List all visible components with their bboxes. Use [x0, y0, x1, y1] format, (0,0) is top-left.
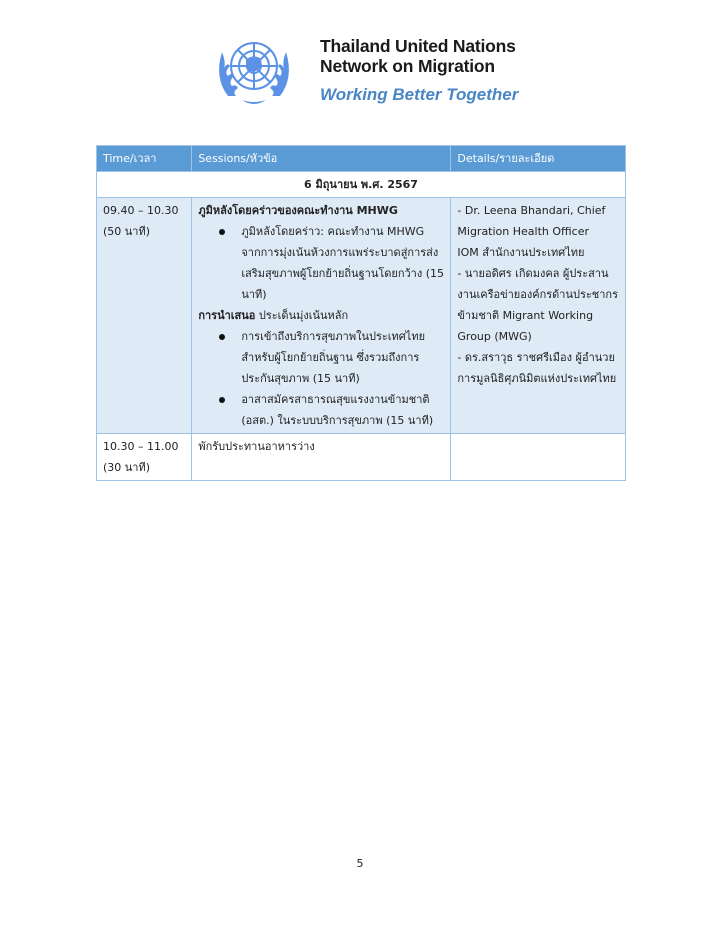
session-title: ภูมิหลังโดยคร่าวของคณะทำงาน MHWG — [198, 204, 398, 217]
session-cell: พักรับประทานอาหารว่าง — [192, 434, 451, 481]
time-range: 10.30 – 11.00 — [103, 440, 179, 453]
session-bullet-list — [198, 326, 444, 431]
document-header — [200, 24, 540, 116]
table-row — [97, 198, 626, 434]
session-subtitle-bold: การนำเสนอ — [198, 309, 256, 322]
tagline: Working Better Together — [320, 85, 519, 104]
details-cell — [451, 434, 626, 481]
session-subtitle — [198, 305, 444, 326]
time-cell — [97, 434, 192, 481]
speaker-line: - Dr. Leena Bhandari, Chief Migration Health Officer — [457, 204, 606, 238]
session-subtitle-rest: ประเด็นมุ่งเน้นหลัก — [255, 309, 349, 322]
agenda-table — [96, 145, 626, 481]
list-item: อาสาสมัครสาธารณสุขแรงงานข้ามชาติ (อสต.) ในระบบบริการสุขภาพ (15 นาที) — [241, 389, 444, 431]
speaker-line: - ดร.สราวุธ ราชศรีเมือง ผู้อำนวยการมูลนิธิศุภนิมิตแห่งประเทศไทย — [457, 351, 617, 385]
list-item: ภูมิหลังโดยคร่าว: คณะทำงาน MHWG จากการมุ่งเน้นห้วงการแพร่ระบาดสู่การส่งเสริมสุขภาพผู้โยกย้ายถิ่นฐานโดยกว้าง (15 นาที) — [241, 221, 444, 305]
speaker-line: IOM สำนักงานประเทศไทย — [457, 246, 585, 259]
page-number: 5 — [356, 857, 364, 870]
details-cell — [451, 198, 626, 434]
date-row — [97, 172, 626, 198]
header-sessions: Sessions/หัวข้อ — [192, 146, 451, 172]
org-name-line-2: Network on Migration — [320, 56, 495, 76]
time-range: 09.40 – 10.30 — [103, 204, 179, 217]
speaker-line: - นายอดิศร เกิดมงคล ผู้ประสานงานเครือข่ายองค์กรด้านประชากรข้ามชาติ Migrant Working Group (MWG) — [457, 267, 618, 343]
header-details: Details/รายละเอียด — [451, 146, 626, 172]
session-date: 6 มิถุนายน พ.ศ. 2567 — [97, 172, 626, 198]
time-cell — [97, 198, 192, 434]
un-emblem-icon — [202, 26, 306, 114]
time-duration: (30 นาที) — [103, 461, 151, 474]
header-time: Time/เวลา — [97, 146, 192, 172]
table-header-row — [97, 146, 626, 172]
list-item: การเข้าถึงบริการสุขภาพในประเทศไทยสำหรับผู้โยกย้ายถิ่นฐาน ซึ่งรวมถึงการประกันสุขภาพ (15 นาที) — [241, 326, 444, 389]
table-row — [97, 434, 626, 481]
session-cell — [192, 198, 451, 434]
org-name-line-1: Thailand United Nations — [320, 36, 516, 56]
time-duration: (50 นาที) — [103, 225, 151, 238]
session-bullet-list — [198, 221, 444, 305]
